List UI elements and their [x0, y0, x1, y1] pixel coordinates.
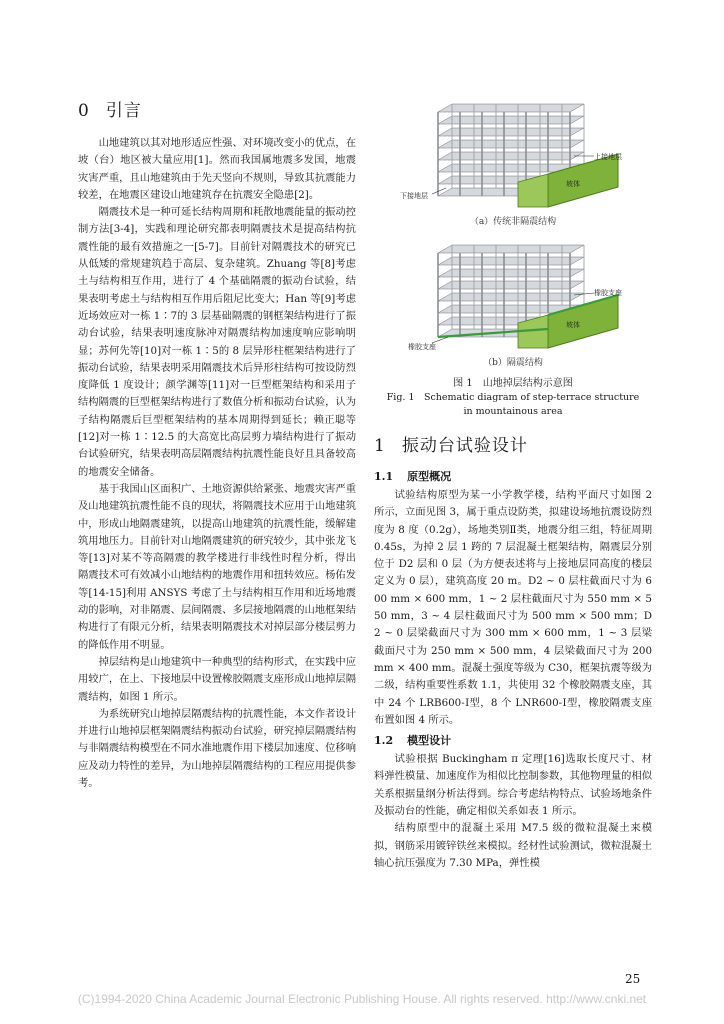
- model-paragraph-1: 试验根据 Buckingham π 定理[16]选取长度尺寸、材料弹性模量、加速度作为相似比控制参数，其他物理量的相似关系根据量纲分析法得到。综合考虑结构特点、试验场地条件及振动台的性能，确定相似关系如表 1 所示。: [374, 753, 653, 818]
- figure-1a-caption: （a）传统非隔震结构: [469, 217, 557, 227]
- intro-paragraph-4: 掉层结构是山地建筑中一种典型的结构形式，在实践中应用较广，在上、下接地层中设置橡胶隔震支座形成山地掉层隔震结构，如图 1 所示。: [78, 655, 357, 703]
- subsection-1-1-number: 1.1: [374, 470, 394, 483]
- left-column: [78, 96, 356, 792]
- slope-label-b: 坡体: [566, 321, 580, 329]
- subsection-1-2-number: 1.2: [374, 734, 394, 748]
- section-1-heading: [374, 431, 652, 456]
- intro-paragraph-5: 为系统研究山地掉层隔震结构的抗震性能，本文作者设计并进行山地掉层框架隔震结构振动台试验，研究掉层隔震结构与非隔震结构模型在不同水准地震作用下楼层加速度、位移响应及动力特性的差异，为山地掉层隔震结构的工程应用提供参考。: [78, 707, 357, 789]
- section-0-number: 0: [78, 101, 90, 121]
- prototype-paragraph: 试验结构原型为某一小学教学楼，结构平面尺寸如图 2 所示，立面见图 3，属于重点设防类，拟建设场地抗震设防烈度为 8 度（0.2g），场地类别Ⅱ类，地震分组三组，特征周期 0.45s，为掉 2 层 1 跨的 7 层混凝土框架结构，隔震层分别位于 D2 层和 0 层（为方便表述将与上接地层同高度的楼层定义为 0 层），建筑高度 20 m。D2 ~ 0 层柱截面尺寸为 600 mm × 600 mm，1 ~ 2 层柱截面尺寸为 550 mm × 550 mm，3 ~ 4 层柱截面尺寸为 500 mm × 500 mm；D2 ~ 0 层梁截面尺寸为 300 mm × 600 mm，1 ~ 3 层梁截面尺寸为 250 mm × 500 mm，4 层梁截面尺寸为 200 mm × 400 mm。混凝土强度等级为 C30，框架抗震等级为二级，结构重要性系数 1.1，共使用 32 个橡胶隔震支座，其中 24 个 LRB600-Ⅰ型，8 个 LNR600-Ⅰ型，橡胶隔震支座布置如图 4 所示。: [374, 489, 652, 726]
- figure-1b-structure-diagram: [398, 233, 628, 353]
- subsection-1-2-heading: [374, 732, 652, 748]
- lower-bearing-label: 橡胶支座: [408, 343, 436, 351]
- intro-paragraph-1: 山地建筑以其对地形适应性强、对环境改变小的优点，在坡（台）地区被大量应用[1]。然而我国属地震多发国，地震灾害严重，且山地建筑由于先天竖向不规则，导致其抗震能力较差，在地震区建设山地建筑存在抗震安全隐患[2]。: [78, 137, 357, 201]
- copyright-footer: (C)1994-2020 China Academic Journal Electronic Publishing House. All rights reserved. http://www.cnki.net: [77, 992, 647, 1006]
- upper-ground-label: 上接地层: [594, 153, 622, 161]
- page-number: 25: [625, 972, 641, 986]
- figure-1-caption-en-line-1: Fig. 1 Schematic diagram of step-terrace structure: [386, 392, 640, 403]
- figure-1-caption-en-line-2: in mountainous area: [463, 406, 563, 417]
- intro-paragraph-3: 基于我国山区面积广、土地资源供给紧张、地震灾害严重及山地建筑抗震性能不良的现状，将隔震技术应用于山地建筑中，形成山地隔震建筑，以提高山地建筑的抗震性能，缓解建筑用地压力。目前针对山地隔震建筑的研究较少，其中张龙飞等[13]对某不等高隔震的教学楼进行非线性时程分析，得出隔震技术可有效减小山地结构的地震作用和扭转效应。杨佑发等[14-15]利用 ANSYS 考虑了土与结构相互作用和近场地震动的影响，对非隔震、层间隔震、多层接地隔震的山地框架结构进行了有限元分析，结果表明隔震技术对掉层部分楼层剪力的降低作用不明显。: [78, 482, 357, 651]
- figure-1a-structure-diagram: [398, 92, 628, 212]
- slope-label-a: 坡体: [566, 180, 580, 188]
- figure-1-caption-zh: 图 1 山地掉层结构示意图: [453, 378, 573, 389]
- subsection-1-2-title: 模型设计: [407, 734, 452, 748]
- subsection-1-1-heading: [374, 468, 652, 484]
- section-1-number: 1: [374, 436, 386, 456]
- section-0-heading: [78, 96, 356, 121]
- slope-block-a: [548, 154, 618, 207]
- lower-ground-label: 下接地层: [400, 192, 428, 200]
- right-column: [374, 92, 652, 872]
- figure-1b-caption: （b）隔震结构: [483, 358, 543, 368]
- slope-block-b: [548, 295, 618, 348]
- section-1-title: 振动台试验设计: [401, 436, 528, 456]
- subsection-1-1-title: 原型概况: [407, 470, 452, 483]
- upper-bearing-label: 橡胶支座: [594, 289, 622, 297]
- model-paragraph-2: 结构原型中的混凝土采用 M7.5 级的微粒混凝土来模拟，钢筋采用镀锌铁丝来模拟。经材性试验测试，微粒混凝土轴心抗压强度为 7.30 MPa，弹性模: [374, 822, 653, 869]
- intro-paragraph-2: 隔震技术是一种可延长结构周期和耗散地震能量的振动控制方法[3-4]，实践和理论研究都表明隔震技术是提高结构抗震性能的最有效措施之一[5-7]。目前针对隔震技术的研究已从低矮的常规建筑趋于高层、复杂建筑。Zhuang 等[8]考虑土与结构相互作用，进行了 4 个基础隔震的振动台试验，结果表明考虑土与结构相互作用后阻尼比变大；Han 等[9]考虑近场效应对一栋 1∶7的 3 层基础隔震的钢框架结构进行了振动台试验，结果表明速度脉冲对隔震结构加速度响应影响明显；苏何先等[10]对一栋 1∶5的 8 层异形柱框架结构进行了振动台试验，结果表明采用隔震技术后异形柱结构可按设防烈度降低 1 度设计；颜学渊等[11]对一巨型框架结构和采用子结构隔震的巨型框架结构进行了数值分析和振动台试验，认为子结构隔震后巨型框架结构的基本周期得到延长；赖正聪等[12]对一栋 1∶12.5 的大高宽比高层剪力墙结构进行了振动台试验研究，结果表明高层隔震结构抗震性能良好且具备较高的地震安全储备。: [78, 206, 357, 478]
- figure-1-caption-en: [374, 391, 652, 419]
- section-0-title: 引言: [105, 101, 142, 121]
- figure-1: [374, 92, 652, 419]
